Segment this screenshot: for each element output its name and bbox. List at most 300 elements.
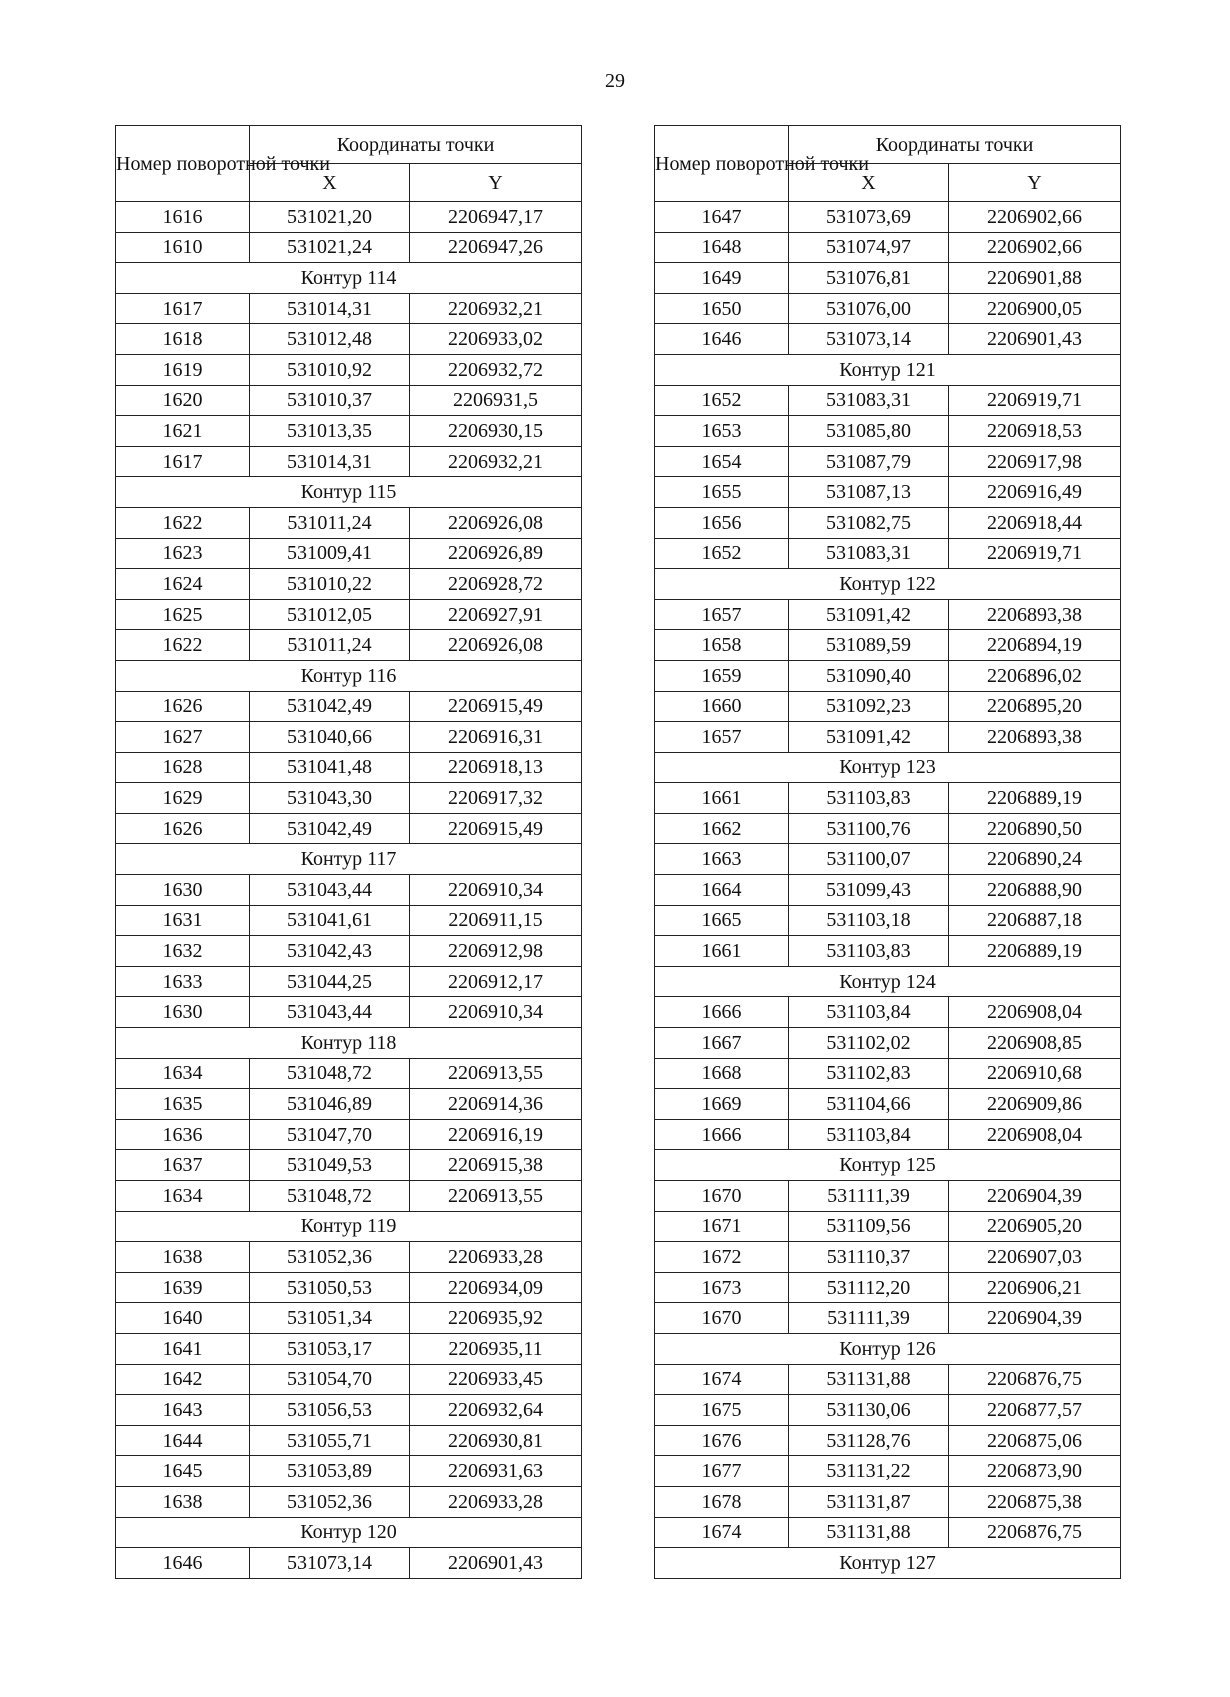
y-coordinate-cell: 2206910,68 (949, 1058, 1121, 1089)
y-coordinate-cell: 2206918,13 (410, 752, 582, 783)
contour-label: Контур 125 (655, 1150, 1121, 1181)
point-number-cell: 1646 (116, 1548, 250, 1579)
point-number-cell: 1627 (116, 722, 250, 753)
x-coordinate-cell: 531073,14 (789, 324, 949, 355)
contour-row (116, 477, 582, 508)
y-coordinate-cell: 2206915,38 (410, 1150, 582, 1181)
y-coordinate-cell: 2206893,38 (949, 599, 1121, 630)
x-coordinate-cell: 531021,20 (250, 202, 410, 233)
table-row (655, 507, 1121, 538)
coordinates-table-left (115, 125, 582, 1579)
contour-label: Контур 115 (116, 477, 582, 508)
contour-row (655, 569, 1121, 600)
point-number-cell: 1676 (655, 1425, 789, 1456)
table-row (116, 507, 582, 538)
point-number-cell: 1633 (116, 966, 250, 997)
point-number-cell: 1647 (655, 202, 789, 233)
y-coordinate-cell: 2206887,18 (949, 905, 1121, 936)
point-number-cell: 1670 (655, 1303, 789, 1334)
contour-label: Контур 120 (116, 1517, 582, 1548)
point-number-cell: 1666 (655, 997, 789, 1028)
table-row (655, 1425, 1121, 1456)
point-number-cell: 1642 (116, 1364, 250, 1395)
table-row (116, 1425, 582, 1456)
x-coordinate-cell: 531111,39 (789, 1303, 949, 1334)
contour-label: Контур 122 (655, 569, 1121, 600)
contour-row (116, 263, 582, 294)
x-coordinate-cell: 531102,83 (789, 1058, 949, 1089)
x-coordinate-cell: 531050,53 (250, 1272, 410, 1303)
y-coordinate-cell: 2206894,19 (949, 630, 1121, 661)
contour-row (655, 1548, 1121, 1579)
contour-row (655, 1333, 1121, 1364)
point-number-cell: 1661 (655, 783, 789, 814)
y-coordinate-cell: 2206933,28 (410, 1242, 582, 1273)
contour-row (655, 1150, 1121, 1181)
x-coordinate-cell: 531011,24 (250, 630, 410, 661)
table-row (116, 966, 582, 997)
point-number-cell: 1629 (116, 783, 250, 814)
point-number-cell: 1677 (655, 1456, 789, 1487)
x-coordinate-cell: 531048,72 (250, 1181, 410, 1212)
table-row (116, 936, 582, 967)
y-coordinate-cell: 2206930,15 (410, 416, 582, 447)
contour-row (116, 844, 582, 875)
table-row (655, 1242, 1121, 1273)
y-coordinate-cell: 2206928,72 (410, 569, 582, 600)
point-number-cell: 1635 (116, 1089, 250, 1120)
y-coordinate-cell: 2206875,38 (949, 1486, 1121, 1517)
point-number-cell: 1619 (116, 354, 250, 385)
table-row (116, 599, 582, 630)
point-number-cell: 1620 (116, 385, 250, 416)
y-coordinate-cell: 2206932,21 (410, 293, 582, 324)
point-number-cell: 1636 (116, 1119, 250, 1150)
point-number-cell: 1639 (116, 1272, 250, 1303)
point-number-header: Номер поворотной точки (116, 126, 250, 202)
x-header: X (250, 164, 410, 202)
y-coordinate-cell: 2206917,32 (410, 783, 582, 814)
x-coordinate-cell: 531102,02 (789, 1028, 949, 1059)
point-number-cell: 1664 (655, 875, 789, 906)
x-coordinate-cell: 531013,35 (250, 416, 410, 447)
contour-row (116, 1517, 582, 1548)
contour-label: Контур 121 (655, 354, 1121, 385)
point-number-cell: 1674 (655, 1517, 789, 1548)
table-row (655, 630, 1121, 661)
table-body-left (116, 202, 582, 1579)
point-number-cell: 1626 (116, 691, 250, 722)
point-number-cell: 1666 (655, 1119, 789, 1150)
y-coordinate-cell: 2206931,63 (410, 1456, 582, 1487)
x-coordinate-cell: 531041,61 (250, 905, 410, 936)
point-number-cell: 1610 (116, 232, 250, 263)
y-coordinate-cell: 2206900,05 (949, 293, 1121, 324)
y-coordinate-cell: 2206913,55 (410, 1058, 582, 1089)
x-coordinate-cell: 531010,22 (250, 569, 410, 600)
point-number-cell: 1657 (655, 722, 789, 753)
y-coordinate-cell: 2206904,39 (949, 1303, 1121, 1334)
x-coordinate-cell: 531091,42 (789, 722, 949, 753)
point-number-cell: 1621 (116, 416, 250, 447)
page-number: 29 (605, 70, 625, 92)
point-number-cell: 1628 (116, 752, 250, 783)
x-coordinate-cell: 531103,18 (789, 905, 949, 936)
point-number-cell: 1673 (655, 1272, 789, 1303)
y-coordinate-cell: 2206915,49 (410, 691, 582, 722)
point-number-cell: 1644 (116, 1425, 250, 1456)
table-row (116, 1119, 582, 1150)
x-coordinate-cell: 531099,43 (789, 875, 949, 906)
x-coordinate-cell: 531130,06 (789, 1395, 949, 1426)
y-coordinate-cell: 2206932,64 (410, 1395, 582, 1426)
x-coordinate-cell: 531103,83 (789, 783, 949, 814)
y-coordinate-cell: 2206888,90 (949, 875, 1121, 906)
table-row (116, 752, 582, 783)
table-row (655, 905, 1121, 936)
table-row (655, 1395, 1121, 1426)
x-coordinate-cell: 531112,20 (789, 1272, 949, 1303)
point-number-cell: 1643 (116, 1395, 250, 1426)
point-number-cell: 1617 (116, 293, 250, 324)
table-row (116, 1333, 582, 1364)
table-row (655, 1303, 1121, 1334)
x-coordinate-cell: 531014,31 (250, 293, 410, 324)
x-coordinate-cell: 531048,72 (250, 1058, 410, 1089)
table-row (116, 783, 582, 814)
y-coordinate-cell: 2206896,02 (949, 660, 1121, 691)
table-row (655, 1028, 1121, 1059)
table-row (116, 1364, 582, 1395)
y-coordinate-cell: 2206932,72 (410, 354, 582, 385)
point-number-cell: 1637 (116, 1150, 250, 1181)
y-coordinate-cell: 2206910,34 (410, 997, 582, 1028)
x-coordinate-cell: 531090,40 (789, 660, 949, 691)
table-row (655, 1486, 1121, 1517)
table-row (116, 1303, 582, 1334)
table-row (655, 691, 1121, 722)
y-coordinate-cell: 2206917,98 (949, 446, 1121, 477)
x-coordinate-cell: 531012,48 (250, 324, 410, 355)
point-number-cell: 1625 (116, 599, 250, 630)
y-coordinate-cell: 2206933,28 (410, 1486, 582, 1517)
point-number-cell: 1626 (116, 813, 250, 844)
table-row (655, 232, 1121, 263)
x-coordinate-cell: 531010,37 (250, 385, 410, 416)
x-coordinate-cell: 531103,84 (789, 997, 949, 1028)
table-row (655, 936, 1121, 967)
x-coordinate-cell: 531054,70 (250, 1364, 410, 1395)
table-row (116, 1089, 582, 1120)
x-coordinate-cell: 531092,23 (789, 691, 949, 722)
table-row (116, 1150, 582, 1181)
table-row (116, 538, 582, 569)
y-coordinate-cell: 2206919,71 (949, 385, 1121, 416)
y-coordinate-cell: 2206889,19 (949, 783, 1121, 814)
table-row (655, 1456, 1121, 1487)
y-coordinate-cell: 2206876,75 (949, 1517, 1121, 1548)
contour-row (116, 660, 582, 691)
coordinates-header: Координаты точки (789, 126, 1121, 164)
x-coordinate-cell: 531010,92 (250, 354, 410, 385)
table-row (116, 630, 582, 661)
y-coordinate-cell: 2206911,15 (410, 905, 582, 936)
point-number-cell: 1672 (655, 1242, 789, 1273)
y-coordinate-cell: 2206935,11 (410, 1333, 582, 1364)
point-number-cell: 1634 (116, 1058, 250, 1089)
point-number-cell: 1645 (116, 1456, 250, 1487)
point-number-header: Номер поворотной точки (655, 126, 789, 202)
y-coordinate-cell: 2206914,36 (410, 1089, 582, 1120)
contour-label: Контур 124 (655, 966, 1121, 997)
table-row (116, 722, 582, 753)
point-number-cell: 1669 (655, 1089, 789, 1120)
table-row (655, 385, 1121, 416)
contour-label: Контур 117 (116, 844, 582, 875)
table-row (116, 1181, 582, 1212)
point-number-cell: 1617 (116, 446, 250, 477)
table-row (655, 1058, 1121, 1089)
point-number-cell: 1655 (655, 477, 789, 508)
y-coordinate-cell: 2206905,20 (949, 1211, 1121, 1242)
y-coordinate-cell: 2206930,81 (410, 1425, 582, 1456)
table-row (116, 293, 582, 324)
table-row (116, 1486, 582, 1517)
x-coordinate-cell: 531014,31 (250, 446, 410, 477)
table-row (116, 691, 582, 722)
y-coordinate-cell: 2206890,50 (949, 813, 1121, 844)
coordinates-header: Координаты точки (250, 126, 582, 164)
point-number-cell: 1638 (116, 1486, 250, 1517)
x-coordinate-cell: 531131,88 (789, 1517, 949, 1548)
y-coordinate-cell: 2206902,66 (949, 202, 1121, 233)
x-coordinate-cell: 531055,71 (250, 1425, 410, 1456)
y-coordinate-cell: 2206947,17 (410, 202, 582, 233)
table-row (116, 232, 582, 263)
y-header: Y (949, 164, 1121, 202)
y-coordinate-cell: 2206919,71 (949, 538, 1121, 569)
y-coordinate-cell: 2206875,06 (949, 1425, 1121, 1456)
table-body-right (655, 202, 1121, 1579)
x-coordinate-cell: 531131,88 (789, 1364, 949, 1395)
y-coordinate-cell: 2206910,34 (410, 875, 582, 906)
y-coordinate-cell: 2206932,21 (410, 446, 582, 477)
table-row (655, 1517, 1121, 1548)
x-coordinate-cell: 531044,25 (250, 966, 410, 997)
x-header: X (789, 164, 949, 202)
x-coordinate-cell: 531056,53 (250, 1395, 410, 1426)
y-coordinate-cell: 2206916,31 (410, 722, 582, 753)
table-row (655, 813, 1121, 844)
point-number-cell: 1675 (655, 1395, 789, 1426)
x-coordinate-cell: 531085,80 (789, 416, 949, 447)
point-number-cell: 1662 (655, 813, 789, 844)
x-coordinate-cell: 531051,34 (250, 1303, 410, 1334)
contour-row (655, 354, 1121, 385)
point-number-cell: 1649 (655, 263, 789, 294)
x-coordinate-cell: 531087,13 (789, 477, 949, 508)
y-coordinate-cell: 2206913,55 (410, 1181, 582, 1212)
y-coordinate-cell: 2206889,19 (949, 936, 1121, 967)
x-coordinate-cell: 531076,00 (789, 293, 949, 324)
point-number-cell: 1646 (655, 324, 789, 355)
y-header: Y (410, 164, 582, 202)
x-coordinate-cell: 531052,36 (250, 1486, 410, 1517)
x-coordinate-cell: 531100,76 (789, 813, 949, 844)
point-number-cell: 1632 (116, 936, 250, 967)
y-coordinate-cell: 2206890,24 (949, 844, 1121, 875)
y-coordinate-cell: 2206901,88 (949, 263, 1121, 294)
point-number-cell: 1670 (655, 1181, 789, 1212)
point-number-cell: 1674 (655, 1364, 789, 1395)
y-coordinate-cell: 2206904,39 (949, 1181, 1121, 1212)
y-coordinate-cell: 2206916,49 (949, 477, 1121, 508)
table-row (655, 1364, 1121, 1395)
point-number-cell: 1622 (116, 507, 250, 538)
x-coordinate-cell: 531073,69 (789, 202, 949, 233)
y-coordinate-cell: 2206912,17 (410, 966, 582, 997)
x-coordinate-cell: 531103,83 (789, 936, 949, 967)
x-coordinate-cell: 531083,31 (789, 385, 949, 416)
y-coordinate-cell: 2206901,43 (949, 324, 1121, 355)
x-coordinate-cell: 531042,49 (250, 691, 410, 722)
contour-row (655, 752, 1121, 783)
y-coordinate-cell: 2206931,5 (410, 385, 582, 416)
table-row (655, 324, 1121, 355)
table-row (655, 722, 1121, 753)
point-number-cell: 1653 (655, 416, 789, 447)
x-coordinate-cell: 531040,66 (250, 722, 410, 753)
x-coordinate-cell: 531087,79 (789, 446, 949, 477)
point-number-cell: 1652 (655, 538, 789, 569)
point-number-cell: 1630 (116, 997, 250, 1028)
table-row (116, 1242, 582, 1273)
point-number-cell: 1660 (655, 691, 789, 722)
y-coordinate-cell: 2206915,49 (410, 813, 582, 844)
table-row (655, 997, 1121, 1028)
y-coordinate-cell: 2206908,04 (949, 997, 1121, 1028)
x-coordinate-cell: 531104,66 (789, 1089, 949, 1120)
y-coordinate-cell: 2206873,90 (949, 1456, 1121, 1487)
x-coordinate-cell: 531083,31 (789, 538, 949, 569)
x-coordinate-cell: 531131,87 (789, 1486, 949, 1517)
x-coordinate-cell: 531111,39 (789, 1181, 949, 1212)
table-row (655, 293, 1121, 324)
x-coordinate-cell: 531043,44 (250, 875, 410, 906)
table-row (116, 875, 582, 906)
table-row (116, 905, 582, 936)
x-coordinate-cell: 531074,97 (789, 232, 949, 263)
table-row (116, 813, 582, 844)
table-row (655, 783, 1121, 814)
y-coordinate-cell: 2206918,53 (949, 416, 1121, 447)
x-coordinate-cell: 531089,59 (789, 630, 949, 661)
point-number-cell: 1650 (655, 293, 789, 324)
x-coordinate-cell: 531009,41 (250, 538, 410, 569)
y-coordinate-cell: 2206934,09 (410, 1272, 582, 1303)
y-coordinate-cell: 2206902,66 (949, 232, 1121, 263)
table-row (655, 1272, 1121, 1303)
point-number-cell: 1654 (655, 446, 789, 477)
point-number-cell: 1618 (116, 324, 250, 355)
y-coordinate-cell: 2206909,86 (949, 1089, 1121, 1120)
point-number-cell: 1622 (116, 630, 250, 661)
point-number-cell: 1661 (655, 936, 789, 967)
point-number-cell: 1657 (655, 599, 789, 630)
contour-label: Контур 126 (655, 1333, 1121, 1364)
table-row (655, 844, 1121, 875)
point-number-cell: 1671 (655, 1211, 789, 1242)
y-coordinate-cell: 2206935,92 (410, 1303, 582, 1334)
x-coordinate-cell: 531043,44 (250, 997, 410, 1028)
table-row (116, 1272, 582, 1303)
x-coordinate-cell: 531131,22 (789, 1456, 949, 1487)
table-row (655, 263, 1121, 294)
y-coordinate-cell: 2206947,26 (410, 232, 582, 263)
x-coordinate-cell: 531049,53 (250, 1150, 410, 1181)
table-row (655, 477, 1121, 508)
table-row (655, 538, 1121, 569)
point-number-cell: 1634 (116, 1181, 250, 1212)
point-number-cell: 1648 (655, 232, 789, 263)
y-coordinate-cell: 2206912,98 (410, 936, 582, 967)
y-coordinate-cell: 2206908,04 (949, 1119, 1121, 1150)
point-number-cell: 1659 (655, 660, 789, 691)
point-number-cell: 1624 (116, 569, 250, 600)
point-number-cell: 1663 (655, 844, 789, 875)
contour-label: Контур 116 (116, 660, 582, 691)
point-number-cell: 1641 (116, 1333, 250, 1364)
table-row (655, 446, 1121, 477)
y-coordinate-cell: 2206916,19 (410, 1119, 582, 1150)
x-coordinate-cell: 531052,36 (250, 1242, 410, 1273)
y-coordinate-cell: 2206933,02 (410, 324, 582, 355)
table-row (655, 1089, 1121, 1120)
table-row (116, 324, 582, 355)
y-coordinate-cell: 2206926,08 (410, 507, 582, 538)
table-row (655, 875, 1121, 906)
point-number-cell: 1623 (116, 538, 250, 569)
point-number-cell: 1678 (655, 1486, 789, 1517)
table-row (655, 202, 1121, 233)
x-coordinate-cell: 531021,24 (250, 232, 410, 263)
table-row (116, 569, 582, 600)
point-number-cell: 1630 (116, 875, 250, 906)
x-coordinate-cell: 531103,84 (789, 1119, 949, 1150)
table-row (655, 599, 1121, 630)
contour-label: Контур 119 (116, 1211, 582, 1242)
point-number-cell: 1616 (116, 202, 250, 233)
x-coordinate-cell: 531053,17 (250, 1333, 410, 1364)
contour-label: Контур 118 (116, 1028, 582, 1059)
point-number-cell: 1638 (116, 1242, 250, 1273)
y-coordinate-cell: 2206895,20 (949, 691, 1121, 722)
x-coordinate-cell: 531128,76 (789, 1425, 949, 1456)
y-coordinate-cell: 2206918,44 (949, 507, 1121, 538)
contour-row (116, 1211, 582, 1242)
x-coordinate-cell: 531042,43 (250, 936, 410, 967)
y-coordinate-cell: 2206876,75 (949, 1364, 1121, 1395)
table-row (116, 354, 582, 385)
contour-row (655, 966, 1121, 997)
contour-label: Контур 114 (116, 263, 582, 294)
x-coordinate-cell: 531053,89 (250, 1456, 410, 1487)
y-coordinate-cell: 2206877,57 (949, 1395, 1121, 1426)
table-row (116, 202, 582, 233)
x-coordinate-cell: 531076,81 (789, 263, 949, 294)
table-row (116, 446, 582, 477)
y-coordinate-cell: 2206907,03 (949, 1242, 1121, 1273)
